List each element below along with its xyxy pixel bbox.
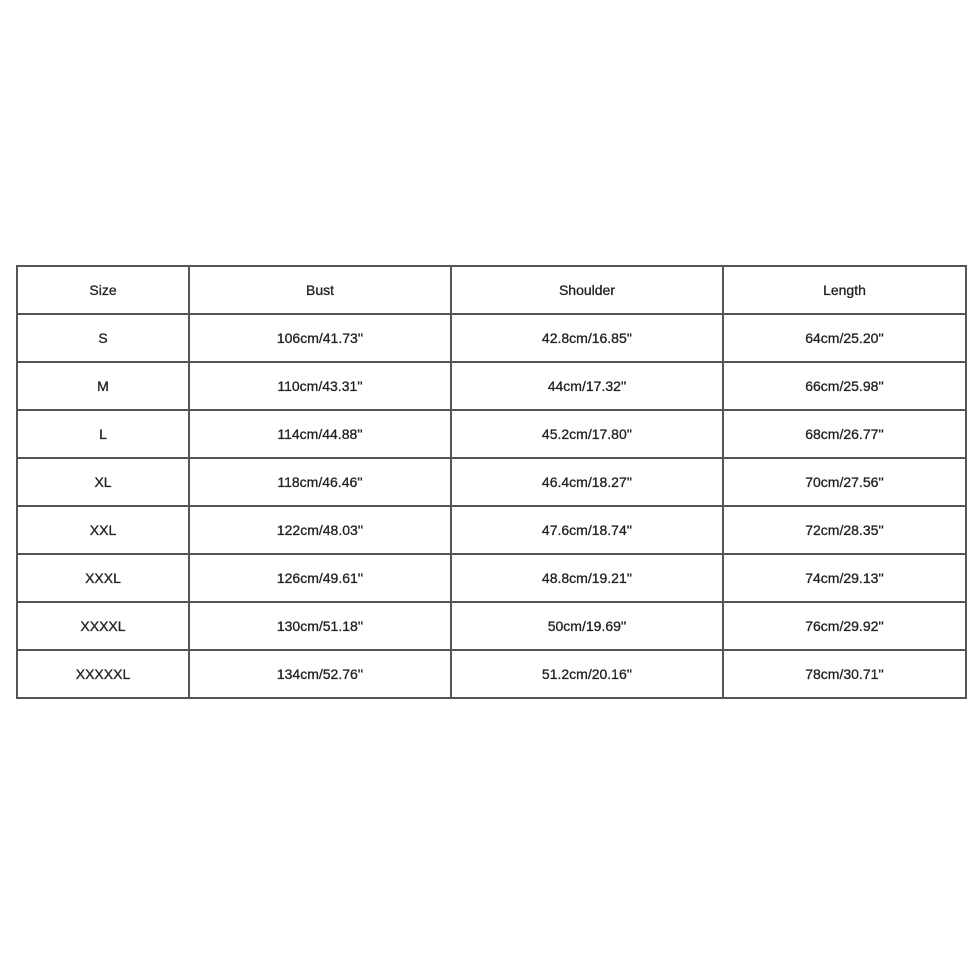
table-row [17, 362, 966, 410]
header-length: Length [723, 266, 966, 314]
length-cell: 68cm/26.77'' [723, 410, 966, 458]
table-row [17, 314, 966, 362]
size-cell: S [17, 314, 189, 362]
bust-cell: 126cm/49.61'' [189, 554, 451, 602]
header-size: Size [17, 266, 189, 314]
bust-cell: 130cm/51.18'' [189, 602, 451, 650]
length-cell: 66cm/25.98'' [723, 362, 966, 410]
shoulder-cell: 45.2cm/17.80'' [451, 410, 723, 458]
table-row [17, 650, 966, 698]
size-cell: XL [17, 458, 189, 506]
table-row [17, 602, 966, 650]
size-chart-table [16, 265, 967, 699]
bust-cell: 118cm/46.46'' [189, 458, 451, 506]
bust-cell: 114cm/44.88'' [189, 410, 451, 458]
shoulder-cell: 48.8cm/19.21'' [451, 554, 723, 602]
bust-cell: 134cm/52.76'' [189, 650, 451, 698]
table-header-row [17, 266, 966, 314]
bust-cell: 110cm/43.31'' [189, 362, 451, 410]
size-cell: L [17, 410, 189, 458]
length-cell: 76cm/29.92'' [723, 602, 966, 650]
shoulder-cell: 46.4cm/18.27'' [451, 458, 723, 506]
length-cell: 72cm/28.35'' [723, 506, 966, 554]
length-cell: 64cm/25.20'' [723, 314, 966, 362]
table-row [17, 554, 966, 602]
size-cell: M [17, 362, 189, 410]
shoulder-cell: 42.8cm/16.85'' [451, 314, 723, 362]
header-bust: Bust [189, 266, 451, 314]
length-cell: 74cm/29.13'' [723, 554, 966, 602]
table-row [17, 410, 966, 458]
size-cell: XXXL [17, 554, 189, 602]
bust-cell: 106cm/41.73'' [189, 314, 451, 362]
header-shoulder: Shoulder [451, 266, 723, 314]
table-row [17, 506, 966, 554]
bust-cell: 122cm/48.03'' [189, 506, 451, 554]
size-cell: XXXXL [17, 602, 189, 650]
length-cell: 78cm/30.71'' [723, 650, 966, 698]
size-cell: XXL [17, 506, 189, 554]
shoulder-cell: 44cm/17.32'' [451, 362, 723, 410]
length-cell: 70cm/27.56'' [723, 458, 966, 506]
size-cell: XXXXXL [17, 650, 189, 698]
table-row [17, 458, 966, 506]
shoulder-cell: 50cm/19.69'' [451, 602, 723, 650]
shoulder-cell: 51.2cm/20.16'' [451, 650, 723, 698]
shoulder-cell: 47.6cm/18.74'' [451, 506, 723, 554]
